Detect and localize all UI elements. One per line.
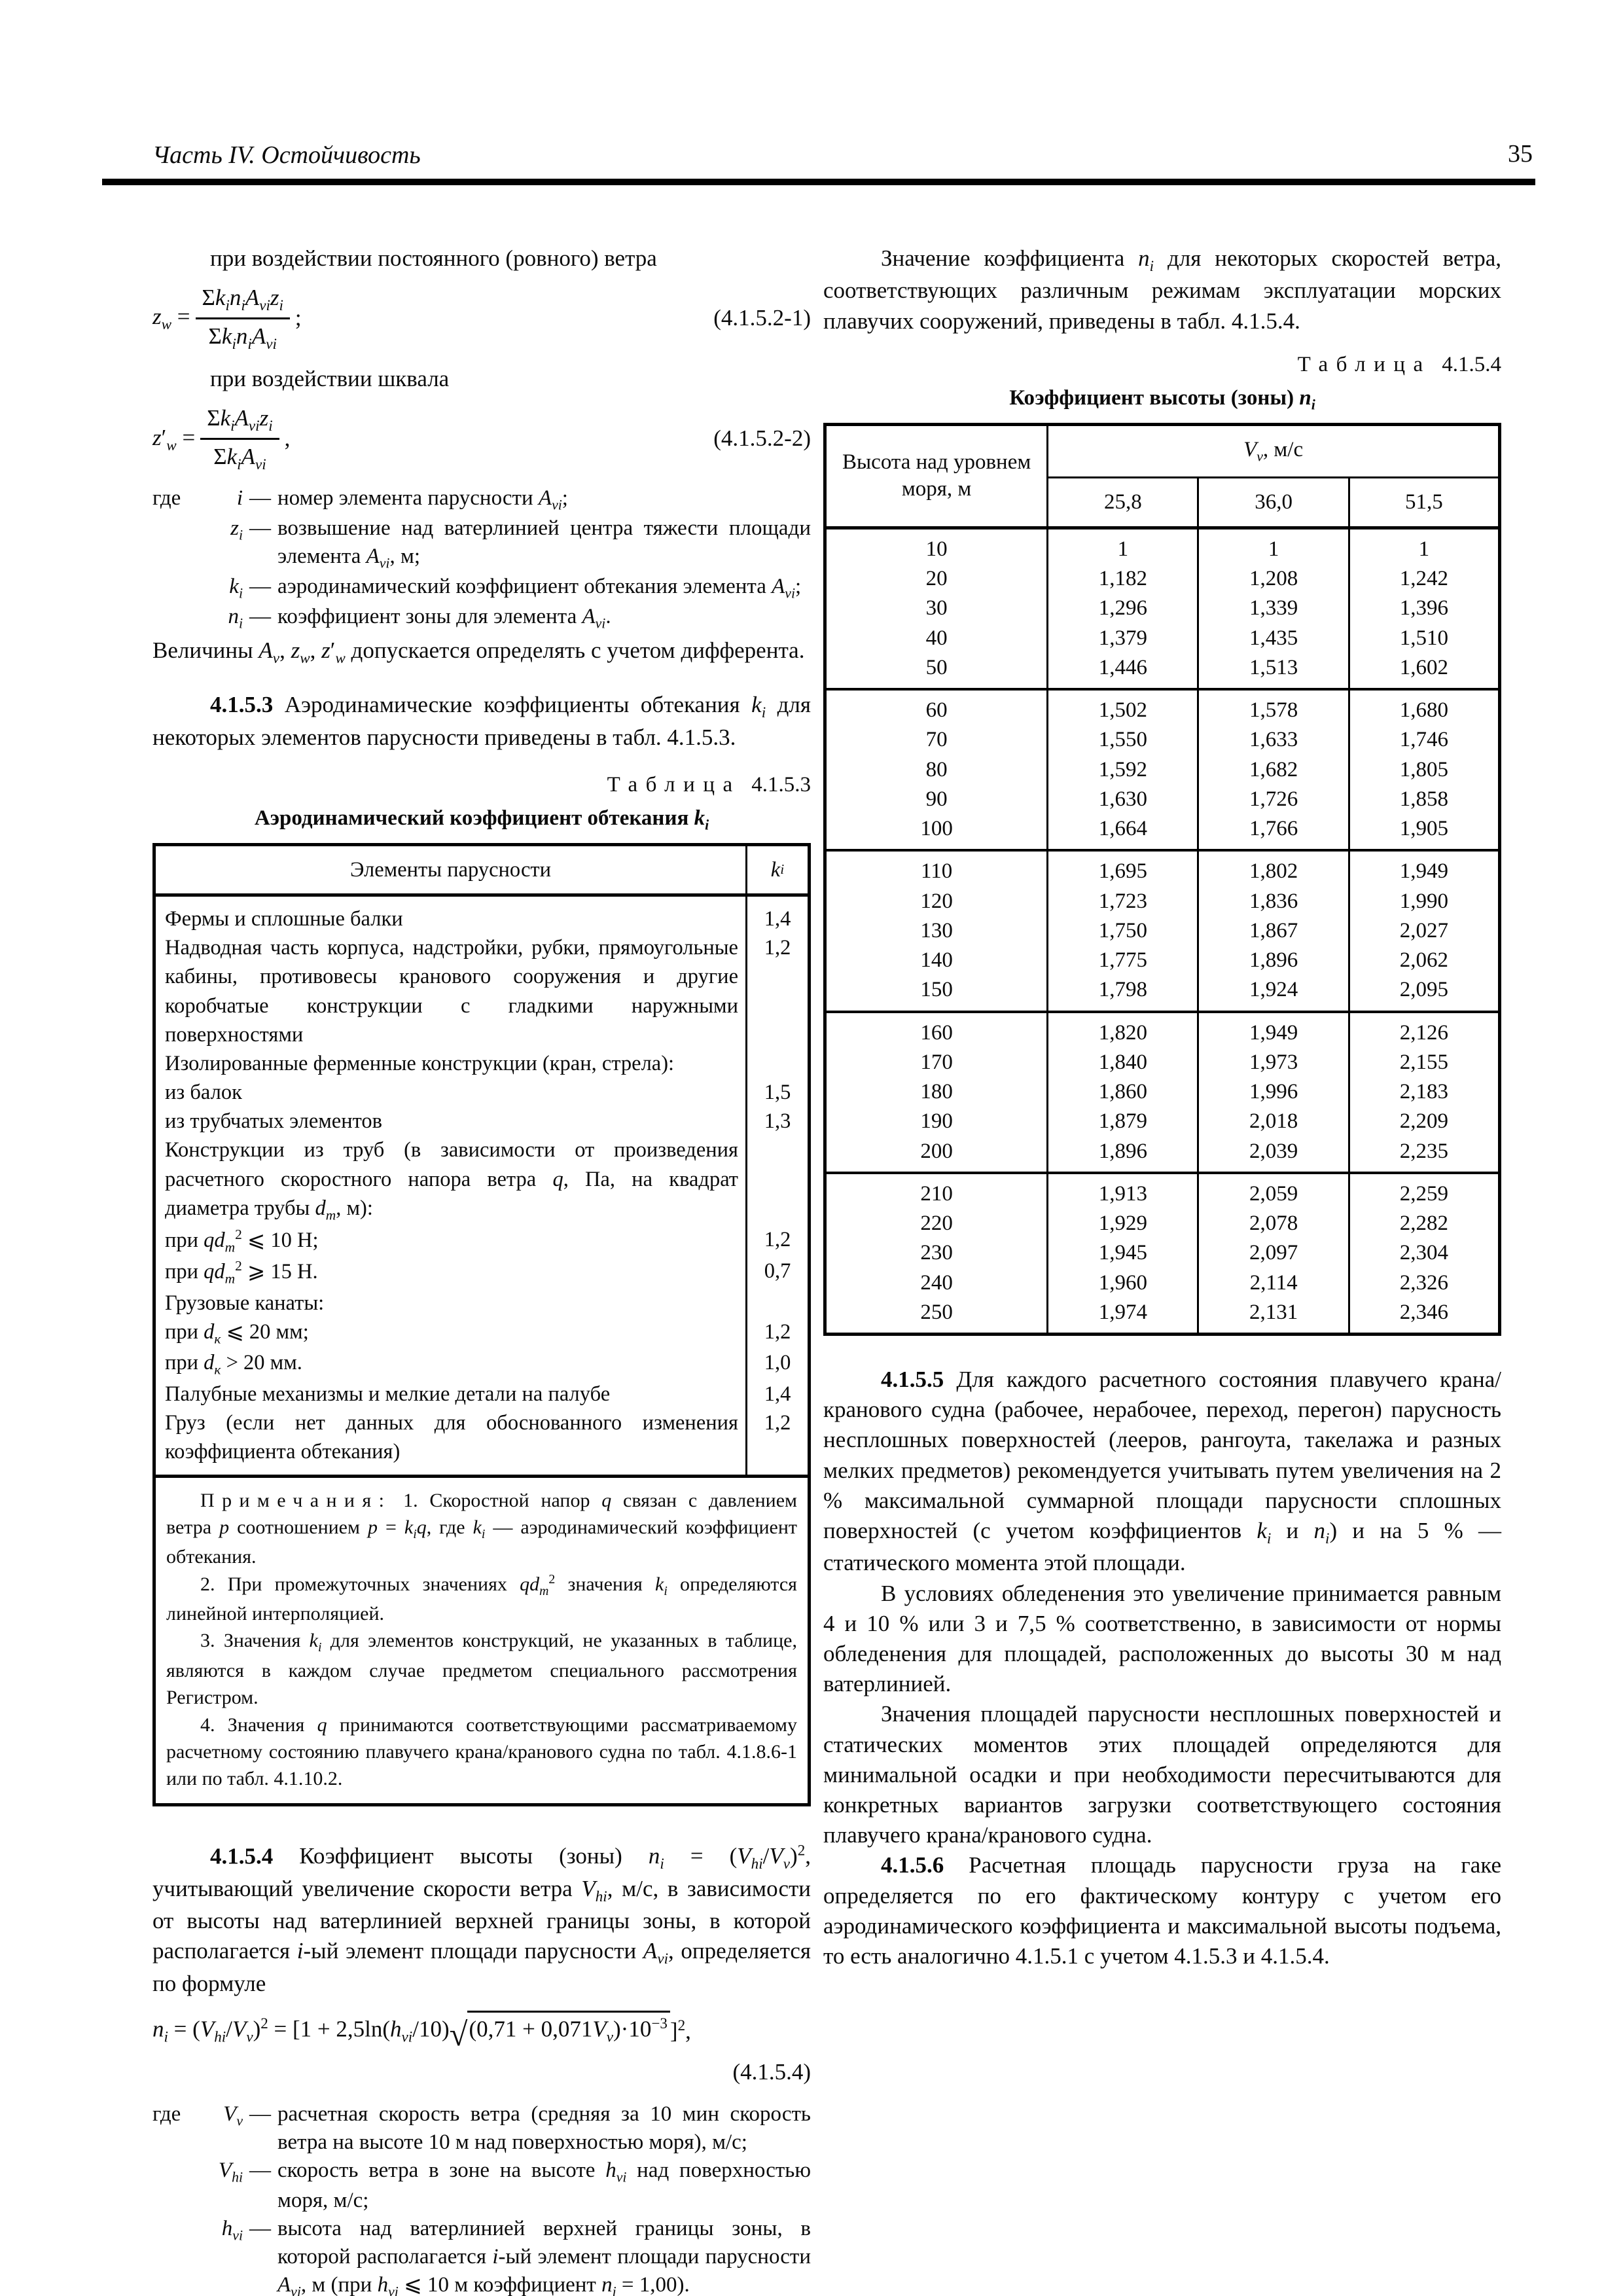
dash: — bbox=[249, 2102, 271, 2126]
cell-ki: 0,7 bbox=[764, 1259, 791, 1283]
cell-ni: 1,578 bbox=[1198, 689, 1349, 725]
column-header-height: Высота над уровнем моря, м bbox=[842, 450, 1031, 501]
table-title-4154: Коэффициент высоты (зоны) $n_i$ bbox=[1009, 386, 1315, 413]
formula-post: ]$^2$, bbox=[669, 2017, 691, 2045]
lead-steady-wind: при воздействии постоянного (ровного) ветра bbox=[210, 245, 657, 271]
lead-squall: при воздействии шквала bbox=[210, 366, 450, 392]
table-caption-4153 bbox=[152, 771, 811, 800]
table-group bbox=[825, 1012, 1500, 1173]
where-intro bbox=[152, 2157, 204, 2215]
table-row bbox=[156, 905, 808, 933]
table-caption-4154 bbox=[823, 351, 1501, 380]
table-header bbox=[156, 846, 808, 897]
cell-ni: 1,396 bbox=[1349, 594, 1499, 623]
table-row bbox=[156, 1049, 808, 1078]
paragraph-4156 bbox=[823, 1850, 1501, 1971]
table-row bbox=[156, 933, 808, 1049]
square-root bbox=[449, 2011, 670, 2053]
cell-element: Груз (если нет данных для обоснованного изменения коэффициента обтекания) bbox=[165, 1411, 738, 1464]
cell-ki: 1,0 bbox=[764, 1351, 791, 1375]
cell-height: 170 bbox=[920, 1050, 953, 1074]
cell-element: Надводная часть корпуса, надстройки, рубки, прямоугольные кабины, противовесы кранового сооружения и другие коробчатые конструкции с гладкими наружными поверхностями bbox=[165, 936, 738, 1047]
cell-height: 200 bbox=[920, 1139, 953, 1163]
cell-height: 160 bbox=[920, 1020, 953, 1045]
table-row bbox=[156, 1408, 808, 1466]
where-text: скорость ветра в зоне на высоте $h_{vi}$ над поверхностью моря, м/с; bbox=[277, 2159, 812, 2213]
cell-height: 50 bbox=[925, 655, 948, 679]
cell-height: 20 bbox=[925, 567, 948, 591]
cell-ni: 2,114 bbox=[1198, 1268, 1349, 1298]
section-number: 4.1.5.5 bbox=[881, 1367, 944, 1393]
cell-height: 30 bbox=[925, 596, 948, 620]
table-row bbox=[156, 1257, 808, 1289]
cell-element: при $d_к$ ⩽ 20 мм; bbox=[165, 1319, 309, 1347]
where-item bbox=[152, 484, 811, 514]
paragraph-text: Для каждого расчетного состояния плавучего крана/кранового судна (рабочее, нерабочее, переход, перегон) парусность несплошных поверхностей (лееров, рангоута, такелажа и разных мелких предметов) рекомендуется учитывать путем увеличения на 2 % максимальной суммарной площади парусности сплошных поверхностей (с учетом коэффициентов $k_i$ и $n_i$) и на 5 % — статического момента этой площади. bbox=[823, 1367, 1501, 1576]
cell-ni: 1,960 bbox=[1048, 1268, 1198, 1298]
cell-ni: 2,183 bbox=[1349, 1077, 1499, 1107]
dash: — bbox=[249, 516, 271, 541]
cell-ni: 2,155 bbox=[1349, 1048, 1499, 1077]
cell-ni: 1,592 bbox=[1048, 755, 1198, 785]
where-term: $V_{hi}$ bbox=[218, 2159, 243, 2185]
table-row bbox=[825, 528, 1500, 564]
paragraph-4155 bbox=[823, 1365, 1501, 1579]
cell-height: 10 bbox=[925, 537, 948, 561]
page-number: 35 bbox=[1508, 140, 1533, 168]
cell-ki: 1,2 bbox=[764, 1319, 791, 1344]
cell-ni: 1,680 bbox=[1349, 689, 1499, 725]
cell-ni: 1,726 bbox=[1198, 785, 1349, 814]
cell-height: 220 bbox=[920, 1211, 953, 1236]
table-row bbox=[825, 624, 1500, 653]
paragraph-text: Коэффициент высоты (зоны) $n_i = (V_{hi}/V_v)^2$, учитывающий увеличение скорости ветра $V_{hi}$, м/с, в зависимости от высоты над ватерлинией верхней границы зоны, в которой располагается i-ый элемент площади парусности $A_{vi}$, определяется по формуле bbox=[152, 1841, 812, 1996]
equation-number: (4.1.5.2-1) bbox=[713, 305, 811, 331]
paragraph-velichiny: Величины $A_v$, $z_w$, $z'_w$ допускается определять с учетом дифферента. bbox=[152, 637, 805, 666]
cell-element: при $qd_т^2$ ⩾ 15 Н. bbox=[165, 1258, 318, 1287]
paragraph-text: Расчетная площадь парусности груза на гаке определяется по его фактическому контуру с учетом его аэродинамического коэффициента и максимальной высоты подъема, то есть аналогично 4.1.5.1 с учетом 4.1.5.3 и 4.1.5.4. bbox=[823, 1852, 1501, 1969]
cell-ni: 2,346 bbox=[1349, 1298, 1499, 1335]
cell-ni: 1,973 bbox=[1198, 1048, 1349, 1077]
cell-ni: 1,296 bbox=[1048, 594, 1198, 623]
table-row bbox=[825, 975, 1500, 1011]
table-row bbox=[825, 850, 1500, 886]
cell-height: 210 bbox=[920, 1181, 953, 1206]
column-header-ki: k i bbox=[745, 846, 808, 893]
cell-element: из балок bbox=[165, 1081, 242, 1105]
equation-number: (4.1.5.2-2) bbox=[713, 425, 811, 452]
cell-ni: 1,723 bbox=[1048, 887, 1198, 916]
where-text: возвышение над ватерлинией центра тяжести площади элемента $A_{vi}$, м; bbox=[277, 516, 811, 571]
cell-ni: 1,242 bbox=[1349, 564, 1499, 594]
cell-ni: 1,630 bbox=[1048, 785, 1198, 814]
cell-ni: 1,949 bbox=[1349, 850, 1499, 886]
formula-lhs: $z_w$ = bbox=[152, 304, 190, 333]
cell-height: 150 bbox=[920, 978, 953, 1002]
where-text: номер элемента парусности $A_{vi}$; bbox=[277, 486, 568, 513]
table-group bbox=[825, 1173, 1500, 1335]
cell-ni: 1,924 bbox=[1198, 975, 1349, 1011]
cell-ni: 1,896 bbox=[1048, 1137, 1198, 1173]
paragraph-4154 bbox=[152, 1840, 811, 1999]
cell-ni: 2,027 bbox=[1349, 916, 1499, 946]
cell-ni: 1,502 bbox=[1048, 689, 1198, 725]
formula-tail: ; bbox=[294, 305, 302, 331]
cell-ki: 1,3 bbox=[764, 1109, 791, 1134]
caption-word: Таблица bbox=[1297, 352, 1431, 376]
table-row bbox=[156, 1318, 808, 1349]
caption-number: 4.1.5.3 bbox=[751, 772, 811, 797]
notes-label: Примечания: bbox=[200, 1489, 392, 1511]
table-row bbox=[825, 755, 1500, 785]
where-intro: где bbox=[152, 2102, 181, 2126]
where-item bbox=[152, 2215, 811, 2296]
table-row bbox=[825, 594, 1500, 623]
cell-ni: 1,820 bbox=[1048, 1012, 1198, 1048]
table-row bbox=[825, 946, 1500, 975]
cell-ni: 1,996 bbox=[1198, 1077, 1349, 1107]
cell-element: Грузовые канаты: bbox=[165, 1291, 325, 1315]
column-header-vv: $V_v$, м/с bbox=[1048, 424, 1500, 477]
radicand: $(0,71 + 0,071V_v)\cdot 10^{-3}$ bbox=[467, 2011, 669, 2047]
table-row bbox=[825, 1238, 1500, 1268]
cell-height: 40 bbox=[925, 626, 948, 650]
cell-ni: 1,339 bbox=[1198, 594, 1349, 623]
dash: — bbox=[249, 604, 271, 628]
cell-ni: 1,664 bbox=[1048, 814, 1198, 850]
cell-ni: 2,259 bbox=[1349, 1173, 1499, 1209]
cell-ni: 1,746 bbox=[1349, 725, 1499, 755]
where-intro bbox=[152, 573, 204, 603]
where-term: $V_v$ bbox=[223, 2102, 243, 2130]
cell-height: 90 bbox=[925, 787, 948, 811]
cell-element: Изолированные ферменные конструкции (кран, стрела): bbox=[165, 1051, 675, 1075]
running-head: Часть IV. Остойчивость bbox=[152, 141, 421, 169]
cell-ni: 1 bbox=[1349, 528, 1499, 564]
table-row bbox=[825, 1077, 1500, 1107]
section-number: 4.1.5.3 bbox=[210, 692, 274, 718]
paragraph-icing: В условиях обледенения это увеличение принимается равным 4 и 10 % или 3 и 7,5 % соответственно, в зависимости от нормы обледенения для площадей, расположенных до высоты 30 м над ватерлинией. bbox=[823, 1580, 1501, 1697]
fraction bbox=[196, 283, 290, 353]
where-intro: где bbox=[152, 486, 181, 511]
cell-ki: 1,5 bbox=[764, 1081, 791, 1105]
table-row bbox=[825, 689, 1500, 725]
cell-ki bbox=[747, 1049, 808, 1078]
table-row bbox=[825, 653, 1500, 689]
cell-ni: 2,282 bbox=[1349, 1209, 1499, 1238]
cell-ni: 1,945 bbox=[1048, 1238, 1198, 1268]
table-row bbox=[825, 1012, 1500, 1048]
cell-ni: 2,059 bbox=[1198, 1173, 1349, 1209]
cell-ni: 1,867 bbox=[1198, 916, 1349, 946]
left-column bbox=[152, 243, 811, 2296]
table-4153 bbox=[152, 843, 811, 1478]
where-term: i bbox=[236, 486, 243, 511]
table-row bbox=[825, 1048, 1500, 1077]
cell-ki bbox=[747, 1289, 808, 1318]
cell-ni: 2,078 bbox=[1198, 1209, 1349, 1238]
where-item bbox=[152, 2100, 811, 2157]
where-intro bbox=[152, 514, 204, 573]
right-column bbox=[823, 243, 1501, 1971]
table-row bbox=[825, 887, 1500, 916]
column-header-elements: Элементы парусности bbox=[349, 857, 551, 882]
cell-ni: 1,510 bbox=[1349, 624, 1499, 653]
cell-ni: 1,766 bbox=[1198, 814, 1349, 850]
t453-notes-list bbox=[166, 1487, 797, 1793]
cell-height: 230 bbox=[920, 1241, 953, 1265]
formula-pre: $n_i = (V_{hi}/V_v)^2 = [1 + 2,5\ln(h_{vi}/10)$ bbox=[152, 2015, 450, 2045]
dash: — bbox=[249, 574, 271, 598]
where-item bbox=[152, 2157, 811, 2215]
table-4153-notes bbox=[152, 1475, 811, 1806]
denominator: $\Sigma k_iA_{vi}$ bbox=[213, 443, 266, 473]
radical-sign: √ bbox=[449, 2015, 468, 2053]
cell-ki: 1,4 bbox=[764, 1382, 791, 1407]
cell-element: Палубные механизмы и мелкие детали на палубе bbox=[165, 1382, 611, 1407]
cell-element: Конструкции из труб (в зависимости от произведения расчетного скоростного напора ветра q, Па, на квадрат диаметра трубы $d_т$, м): bbox=[165, 1138, 739, 1223]
paragraph-text: Аэродинамические коэффициенты обтекания $k_i$ для некоторых элементов парусности приведены в табл. 4.1.5.3. bbox=[152, 692, 812, 750]
cell-ni: 1,805 bbox=[1349, 755, 1499, 785]
cell-ni: 2,095 bbox=[1349, 975, 1499, 1011]
numerator: $\Sigma k_iA_{vi}z_i$ bbox=[200, 403, 279, 439]
cell-ni: 1 bbox=[1198, 528, 1349, 564]
column-header-speed-3: 51,5 bbox=[1349, 477, 1499, 528]
where-item bbox=[152, 603, 811, 633]
column-header-speed-2: 36,0 bbox=[1198, 477, 1349, 528]
cell-ni: 2,039 bbox=[1198, 1137, 1349, 1173]
where-term: $h_{vi}$ bbox=[221, 2217, 243, 2244]
cell-ni: 1,602 bbox=[1349, 653, 1499, 689]
where-term: $k_i$ bbox=[229, 574, 243, 601]
table-row bbox=[825, 564, 1500, 594]
cell-height: 140 bbox=[920, 948, 953, 973]
table-row bbox=[825, 916, 1500, 946]
table-row bbox=[825, 1209, 1500, 1238]
cell-ni: 1,836 bbox=[1198, 887, 1349, 916]
table-4154 bbox=[823, 423, 1501, 1336]
table-row bbox=[156, 1107, 808, 1136]
cell-ni: 2,131 bbox=[1198, 1298, 1349, 1335]
cell-ki bbox=[747, 1136, 808, 1225]
cell-ki: 1,2 bbox=[764, 1227, 791, 1251]
cell-ki: 1,4 bbox=[764, 906, 791, 931]
table-row bbox=[825, 1173, 1500, 1209]
fraction bbox=[200, 403, 279, 474]
cell-element: Фермы и сплошные балки bbox=[165, 906, 403, 931]
formula-4154 bbox=[152, 2011, 811, 2053]
where-text: высота над ватерлинией верхней границы зоны, в которой располагается i-ый элемент площади парусности $A_{vi}$, м (при $h_{vi}$ ⩽ 10 м коэффициент $n_i = 1,00$). bbox=[277, 2217, 811, 2296]
cell-ni: 1,905 bbox=[1349, 814, 1499, 850]
cell-ni: 1,550 bbox=[1048, 725, 1198, 755]
cell-ni: 1,798 bbox=[1048, 975, 1198, 1011]
paragraph-areas: Значения площадей парусности несплошных поверхностей и статических моментов этих площадей определяются для минимальной осадки и при необходимости пересчитываются для конкретных вариантов загрузки соответствующего состояния плавучего крана/кранового судна. bbox=[823, 1701, 1501, 1848]
cell-ni: 1,802 bbox=[1198, 850, 1349, 886]
dash: — bbox=[249, 486, 271, 511]
cell-ni: 2,097 bbox=[1198, 1238, 1349, 1268]
cell-ni: 1,840 bbox=[1048, 1048, 1198, 1077]
where-intro bbox=[152, 603, 204, 633]
cell-ni: 1,858 bbox=[1349, 785, 1499, 814]
note: Примечания: 1. Скоростной напор q связан с давлением ветра p соотношением $p = k_iq$, где $k_i$ — аэродинамический коэффициент обтекания. bbox=[166, 1489, 798, 1568]
caption-number: 4.1.5.4 bbox=[1442, 352, 1501, 376]
where-intro bbox=[152, 2215, 204, 2296]
cell-ni: 1,513 bbox=[1198, 653, 1349, 689]
cell-ni: 1,929 bbox=[1048, 1209, 1198, 1238]
vertical-rule bbox=[745, 897, 747, 1475]
table-row bbox=[156, 1225, 808, 1257]
table-row bbox=[156, 1136, 808, 1225]
cell-ni: 1,379 bbox=[1048, 624, 1198, 653]
cell-height: 240 bbox=[920, 1270, 953, 1295]
cell-ki: 1,2 bbox=[764, 936, 791, 960]
cell-height: 120 bbox=[920, 889, 953, 913]
cell-ni: 2,018 bbox=[1198, 1107, 1349, 1136]
section-number: 4.1.5.6 bbox=[881, 1852, 944, 1878]
cell-height: 110 bbox=[920, 859, 953, 884]
cell-ni: 1,435 bbox=[1198, 624, 1349, 653]
table-row bbox=[156, 1348, 808, 1380]
cell-ni: 1,208 bbox=[1198, 564, 1349, 594]
formula-4152-2 bbox=[152, 403, 811, 474]
caption-word: Таблица bbox=[607, 772, 741, 797]
where-item bbox=[152, 514, 811, 573]
where-term: $n_i$ bbox=[228, 604, 243, 632]
cell-ni: 1,990 bbox=[1349, 887, 1499, 916]
cell-height: 130 bbox=[920, 918, 953, 942]
cell-height: 80 bbox=[925, 757, 948, 781]
note: 4. Значения q принимаются соответствующими рассматриваемому расчетному состоянию плавучего крана/кранового судна по табл. 4.1.8.6-1 или по табл. 4.1.10.2. bbox=[166, 1713, 797, 1790]
cell-ni: 1 bbox=[1048, 528, 1198, 564]
column-header-speed-1: 25,8 bbox=[1048, 477, 1198, 528]
table-row bbox=[825, 814, 1500, 850]
cell-ni: 1,860 bbox=[1048, 1077, 1198, 1107]
cell-ni: 2,126 bbox=[1349, 1012, 1499, 1048]
cell-ni: 2,304 bbox=[1349, 1238, 1499, 1268]
paragraph-ni-values: Значение коэффициента $n_i$ для некоторых скоростей ветра, соответствующих различным режимам эксплуатации морских плавучих сооружений, приведены в табл. 4.1.5.4. bbox=[823, 245, 1501, 334]
cell-ni: 1,775 bbox=[1048, 946, 1198, 975]
cell-ni: 2,235 bbox=[1349, 1137, 1499, 1173]
equation-number-line: (4.1.5.4) bbox=[732, 2059, 811, 2085]
table-row bbox=[156, 1078, 808, 1107]
cell-height: 250 bbox=[920, 1300, 953, 1324]
where-term: $z_i$ bbox=[230, 516, 243, 543]
cell-ni: 2,062 bbox=[1349, 946, 1499, 975]
cell-ni: 1,750 bbox=[1048, 916, 1198, 946]
cell-ni: 1,182 bbox=[1048, 564, 1198, 594]
table-title-4153: Аэродинамический коэффициент обтекания $k_i$ bbox=[254, 806, 709, 834]
cell-element: при $qd_т^2$ ⩽ 10 Н; bbox=[165, 1226, 319, 1255]
cell-ki: 1,2 bbox=[764, 1411, 791, 1435]
cell-ni: 1,896 bbox=[1198, 946, 1349, 975]
cell-height: 190 bbox=[920, 1109, 953, 1134]
table-row bbox=[825, 1268, 1500, 1298]
formula-4152-1 bbox=[152, 283, 811, 353]
where-text: расчетная скорость ветра (средняя за 10 мин скорость ветра на высоте 10 м над поверхностью моря), м/с; bbox=[277, 2102, 811, 2155]
dash: — bbox=[249, 2159, 271, 2183]
table-row bbox=[825, 1298, 1500, 1335]
where-text: аэродинамический коэффициент обтекания элемента $A_{vi}$; bbox=[277, 574, 802, 601]
cell-height: 180 bbox=[920, 1080, 953, 1104]
paragraph-4153 bbox=[152, 690, 811, 753]
where-list-1 bbox=[152, 484, 811, 633]
cell-element: при $d_к > 20$ мм. bbox=[165, 1351, 302, 1378]
cell-ni: 1,682 bbox=[1198, 755, 1349, 785]
cell-height: 100 bbox=[920, 817, 953, 841]
table-row bbox=[156, 1289, 808, 1318]
table-row bbox=[825, 725, 1500, 755]
where-item bbox=[152, 573, 811, 603]
where-list-2 bbox=[152, 2100, 811, 2296]
cell-ni: 1,633 bbox=[1198, 725, 1349, 755]
cell-ni: 2,209 bbox=[1349, 1107, 1499, 1136]
denominator: $\Sigma k_in_iA_{vi}$ bbox=[208, 323, 277, 352]
cell-ni: 1,446 bbox=[1048, 653, 1198, 689]
header-rule bbox=[102, 179, 1535, 185]
table-header bbox=[825, 424, 1500, 528]
section-number: 4.1.5.4 bbox=[210, 1843, 274, 1869]
cell-ni: 1,695 bbox=[1048, 850, 1198, 886]
dash: — bbox=[249, 2217, 271, 2240]
where-text: коэффициент зоны для элемента $A_{vi}$. bbox=[277, 604, 611, 632]
table-group bbox=[825, 850, 1500, 1011]
formula-lhs: $z'_w$ = bbox=[152, 424, 196, 454]
cell-ni: 1,879 bbox=[1048, 1107, 1198, 1136]
table-row bbox=[156, 1380, 808, 1408]
table-row bbox=[825, 785, 1500, 814]
cell-height: 70 bbox=[925, 728, 948, 752]
table-row bbox=[825, 1137, 1500, 1173]
t453-body bbox=[156, 897, 808, 1475]
cell-element: из трубчатых элементов bbox=[165, 1109, 382, 1134]
cell-height: 60 bbox=[925, 698, 948, 723]
table-group bbox=[825, 528, 1500, 689]
cell-ni: 1,913 bbox=[1048, 1173, 1198, 1209]
cell-ni: 1,949 bbox=[1198, 1012, 1349, 1048]
cell-ni: 2,326 bbox=[1349, 1268, 1499, 1298]
formula-tail: , bbox=[284, 425, 291, 452]
note: 2. При промежуточных значениях $qd_т^2$ значения $k_i$ определяются линейной интерполяцией. bbox=[166, 1571, 797, 1625]
table-group bbox=[825, 689, 1500, 850]
cell-ni: 1,974 bbox=[1048, 1298, 1198, 1335]
table-row bbox=[825, 1107, 1500, 1136]
note: 3. Значения $k_i$ для элементов конструкций, не указанных в таблице, являются в каждом случае предметом специального рассмотрения Регистром. bbox=[166, 1630, 797, 1709]
numerator: $\Sigma k_in_iA_{vi}z_i$ bbox=[196, 283, 290, 319]
